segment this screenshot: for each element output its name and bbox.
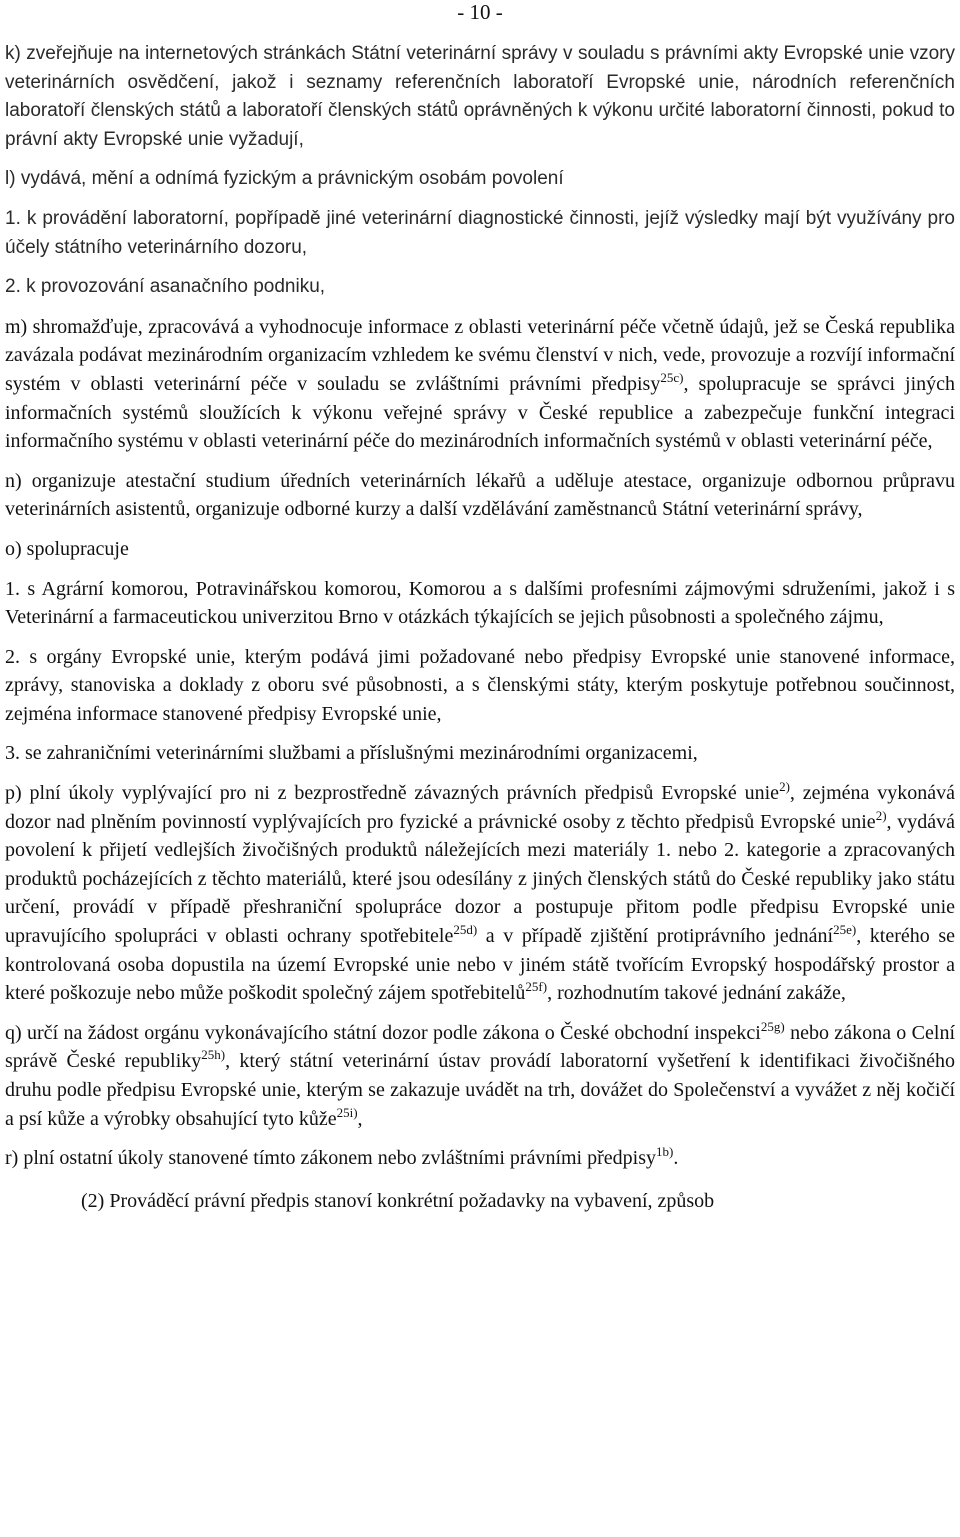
paragraph-r <box>5 1144 955 1173</box>
paragraph-text: . <box>673 1147 679 1170</box>
paragraph-k <box>5 40 955 154</box>
paragraph-o3 <box>5 739 955 768</box>
document-body <box>5 40 955 1226</box>
page-number: - 10 - <box>457 0 503 24</box>
paragraph-text: a v případě zjištění protiprávního jednání <box>477 925 834 948</box>
paragraph-text: 3. se zahraničními veterinárními službami a příslušnými mezinárodními organizacemi, <box>5 742 698 765</box>
paragraph-text: n) organizuje atestační studium úředních veterinárních lékařů a uděluje atestace, organizuje odbornou průpravu veterinárních asistentů, organizuje odborné kurzy a další vzdělávání zaměstnanců Státní veterinární správy, <box>5 469 955 521</box>
footnote-reference: 2) <box>875 807 887 823</box>
paragraph-p <box>5 779 955 1008</box>
footnote-reference: 25e) <box>833 922 857 938</box>
paragraph-text: p) plní úkoly vyplývající pro ni z bezprostředně závazných právních předpisů Evropské unie <box>5 782 780 805</box>
paragraph-text: , kterého se kontrolovaná osoba dopustila na území Evropské unie nebo v jiném státě tvořícím Evropský hospodářský prostor a které poškozuje nebo může poškodit společný zájem spotřebitelů <box>5 925 955 1005</box>
paragraph-text: 2. k provozování asanačního podniku, <box>5 276 326 298</box>
paragraph-text: (2) Prováděcí právní předpis stanoví konkrétní požadavky na vybavení, způsob <box>81 1189 715 1212</box>
paragraph-text: r) plní ostatní úkoly stanovené tímto zákonem nebo zvláštními právními předpisy <box>5 1147 656 1170</box>
paragraph-l2 <box>5 273 955 302</box>
paragraph-text: , který státní veterinární ústav provádí laboratorní vyšetření k identifikaci živočišného druhu podle předpisu Evropské unie, kterým se zakazuje uvádět na trh, dovážet do Společenství a vyvážet z něj kočičí a psí kůže a výrobky obsahující tyto kůže <box>5 1050 955 1130</box>
footnote-reference: 25i) <box>336 1104 358 1120</box>
footnote-reference: 1b) <box>656 1144 674 1160</box>
paragraph-text: q) určí na žádost orgánu vykonávajícího státní dozor podle zákona o České obchodní inspekci <box>5 1021 761 1044</box>
paragraph-text: m) shromažďuje, zpracovává a vyhodnocuje informace z oblasti veterinární péče včetně údajů, jež se Česká republika zavázala podávat mezinárodním organizacím vzhledem ke svému členství v nich, vede, provozuje a rozvíjí informační systém v oblasti veterinární péče v souladu se zvláštními právními předpisy <box>5 315 955 395</box>
paragraph-text: 1. s Agrární komorou, Potravinářskou komorou, Komorou a s dalšími profesními zájmovými sdruženími, jakož i s Veterinární a farmaceutickou univerzitou Brno v otázkách týkajících se jejich působnosti a společného zájmu, <box>5 577 955 629</box>
footnote-reference: 25f) <box>525 979 548 995</box>
paragraph-text: , vydává povolení k přijetí vedlejších živočišných produktů náležejících mezi materiály 1. nebo 2. kategorie a zpracovaných produktů pocházejících z těchto materiálů, které jsou odesílány z jiných členských států do České republiky jako státu určení, provádí v případě přeshraniční spolupráce dozor a postupuje přitom podle předpisu Evropské unie upravujícího spolupráci v oblasti ochrany spotřebitele <box>5 810 955 948</box>
footnote-reference: 25c) <box>660 369 684 385</box>
paragraph-l1 <box>5 205 955 262</box>
paragraph-text: l) vydává, mění a odnímá fyzickým a právnickým osobám povolení <box>5 168 564 190</box>
paragraph-text: , spolupracuje se správci jiných informačních systémů sloužících k výkonu veřejné správy v České republice a zabezpečuje funkční integraci informačního systému v oblasti veterinární péče do mezinárodních informačních systémů v oblasti veterinární péče, <box>5 372 956 453</box>
paragraph-text: nebo zákona o Celní správě České republiky <box>5 1021 956 1073</box>
paragraph-q <box>5 1019 955 1133</box>
footnote-reference: 25g) <box>760 1018 785 1034</box>
footnote-reference: 2) <box>779 779 790 795</box>
paragraph-o1 <box>5 575 955 632</box>
paragraph-n <box>5 467 955 524</box>
paragraph-text: o) spolupracuje <box>5 537 129 560</box>
paragraph-text: , rozhodnutím takové jednání zakáže, <box>547 982 846 1005</box>
footnote-reference: 25h) <box>201 1047 226 1063</box>
paragraph-text: 2. s orgány Evropské unie, kterým podává jimi požadované nebo předpisy Evropské unie stanovené informace, zprávy, stanoviska a doklady z oboru své působnosti, a s členskými státy, kterým poskytuje potřebnou součinnost, zejména informace stanovené předpisy Evropské unie, <box>5 645 955 725</box>
paragraph-o <box>5 535 955 564</box>
paragraph-text: , zejména vykonává dozor nad plněním povinností vyplývajících pro fyzické a právnické osoby z těchto předpisů Evropské unie <box>5 782 955 833</box>
paragraph-text: 1. k provádění laboratorní, popřípadě jiné veterinární diagnostické činnosti, jejíž výsledky mají být využívány pro účely státního veterinárního dozoru, <box>5 207 955 258</box>
footnote-reference: 25d) <box>453 922 478 938</box>
paragraph-l <box>5 165 955 194</box>
paragraph-sec2 <box>5 1187 955 1216</box>
paragraph-text: , <box>357 1107 363 1130</box>
paragraph-o2 <box>5 643 955 729</box>
paragraph-m <box>5 313 955 456</box>
paragraph-text: k) zveřejňuje na internetových stránkách Státní veterinární správy v souladu s právními akty Evropské unie vzory veterinárních osvědčení, jakož i seznamy referenčních laboratoří Evropské unie, národních referenčních laboratoří členských států a laboratoří členských států oprávněných k výkonu určité laboratorní činnosti, pokud to právní akty Evropské unie vyžadují, <box>5 43 955 150</box>
